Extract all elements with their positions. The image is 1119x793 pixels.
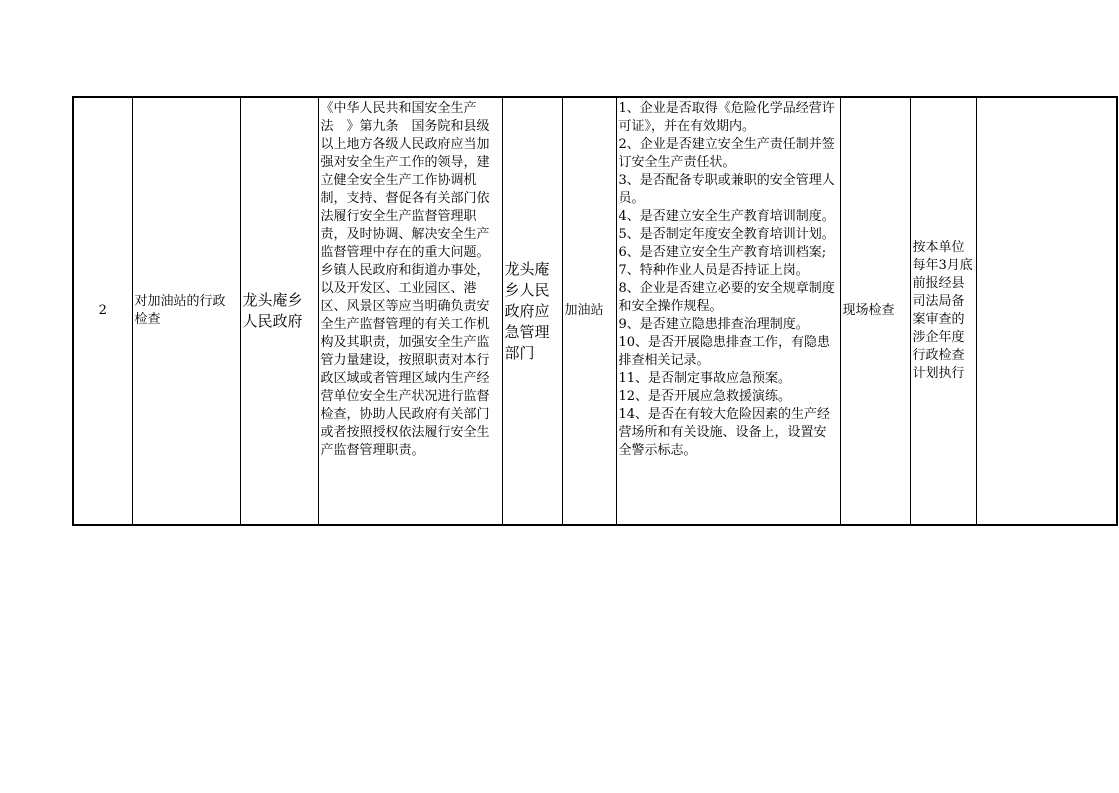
content-cell[interactable]: [616, 97, 840, 525]
content-item: 10、是否开展隐患排查工作，有隐患排查相关记录。: [618, 335, 831, 368]
content-item: 8、企业是否建立必要的安全规章制度和安全操作规程。: [618, 281, 835, 314]
inspection-frequency: 按本单位每年3月底前报经县司法局备案审查的涉企年度行政检查计划执行: [912, 240, 973, 381]
item-name-cell[interactable]: [132, 97, 240, 525]
inspection-object: 加油站: [564, 303, 604, 318]
table-row: [73, 97, 1117, 525]
item-name: 对加油站的行政检查: [134, 294, 226, 327]
content-item: 9、是否建立隐患排查治理制度。: [618, 317, 809, 332]
row-number-cell[interactable]: [73, 97, 132, 525]
content-item: 5、是否制定年度安全教育培训计划。: [618, 227, 835, 242]
content-item: 3、是否配备专职或兼职的安全管理人员。: [618, 173, 835, 206]
content-item: 7、特种作业人员是否持证上岗。: [618, 263, 809, 278]
subject: 龙头庵乡人民政府: [242, 291, 303, 330]
remark-cell[interactable]: [976, 97, 1117, 525]
content-item: 4、是否建立安全生产教育培训制度。: [618, 209, 835, 224]
content-item: 12、是否开展应急救援演练。: [618, 389, 792, 404]
department-cell[interactable]: [502, 97, 562, 525]
inspection-table: [72, 96, 1118, 526]
content-item: 6、是否建立安全生产教育培训档案;: [618, 245, 827, 260]
basis-cell[interactable]: [318, 97, 502, 525]
method-cell[interactable]: [840, 97, 910, 525]
content-item: 11、是否制定事故应急预案。: [618, 371, 792, 386]
basis-paragraph: 《中华人民共和国安全生产法 》第九条 国务院和县级以上地方各级人民政府应当加强对安全生产工作的领导，建立健全安全生产工作协调机制，支持、督促各有关部门依法履行安全生产监督管理职责，及时协调、解决安全生产监督管理中存在的重大问题。: [320, 101, 490, 260]
content-item: 2、企业是否建立安全生产责任制并签订安全生产责任状。: [618, 137, 835, 170]
basis-paragraph: 乡镇人民政府和街道办事处，以及开发区、工业园区、港区、风景区等应当明确负责安全生产监督管理的有关工作机构及其职责，加强安全生产监管力量建设，按照职责对本行政区域或者管理区域内生产经营单位安全生产状况进行监督检查，协助人民政府有关部门或者按照授权依法履行安全生产监督管理职责。: [320, 263, 490, 458]
content-item: 1、企业是否取得《危险化学品经营许可证》，并在有效期内。: [618, 101, 835, 134]
object-cell[interactable]: [562, 97, 616, 525]
content-item: 14、是否在有较大危险因素的生产经营场所和有关设施、设备上，设置安全警示标志。: [618, 407, 831, 458]
department: 龙头庵乡人民政府应急管理部门: [504, 259, 550, 362]
row-number: 2: [98, 303, 107, 318]
frequency-cell[interactable]: [910, 97, 976, 525]
inspection-method: 现场检查: [842, 303, 895, 318]
subject-cell[interactable]: [240, 97, 318, 525]
